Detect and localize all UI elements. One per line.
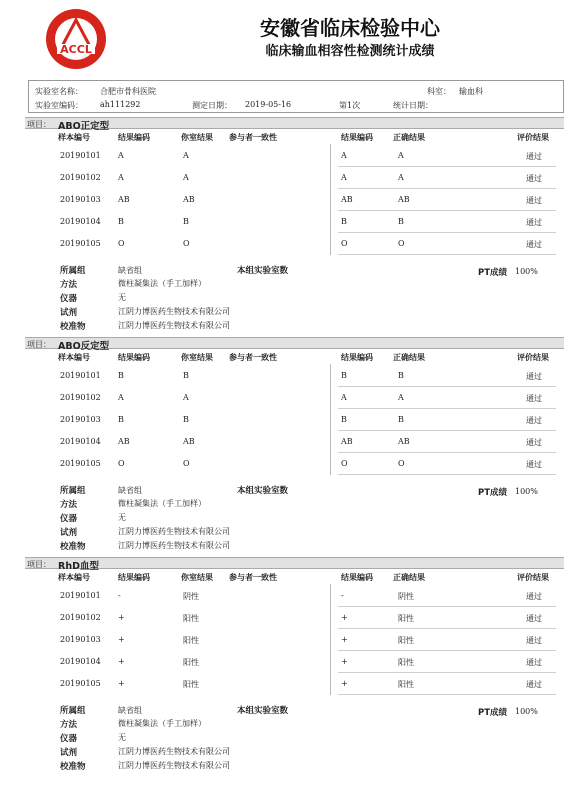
section-header bbox=[25, 557, 564, 572]
cell-result-code-2: B bbox=[341, 217, 347, 226]
method-value: 微柱凝集法（手工加样） bbox=[118, 279, 206, 288]
section-name: RhD血型 bbox=[58, 561, 99, 572]
stat-date-label: 统计日期： bbox=[393, 101, 433, 110]
table-row bbox=[25, 607, 564, 629]
cell-correct-result: A bbox=[398, 393, 404, 402]
table-row bbox=[25, 387, 564, 409]
cell-correct-result: O bbox=[398, 459, 405, 468]
cell-evaluation: 通过 bbox=[526, 680, 542, 689]
cell-sample-no: 20190105 bbox=[60, 459, 101, 468]
cell-evaluation: 通过 bbox=[526, 196, 542, 205]
col-header-consistency: 参与者一致性 bbox=[229, 133, 277, 142]
lab-code-label: 实验室编码： bbox=[35, 101, 83, 110]
col-header-evaluation: 评价结果 bbox=[517, 133, 549, 142]
col-header-result-code: 结果编码 bbox=[118, 133, 150, 142]
cell-result-code-2: - bbox=[341, 591, 344, 600]
pt-score-label: PT成绩 bbox=[478, 268, 508, 278]
group-value: 缺省组 bbox=[118, 486, 142, 495]
cell-correct-result: O bbox=[398, 239, 405, 248]
cell-result-code: - bbox=[118, 591, 121, 600]
col-header-sample-no: 样本编号 bbox=[58, 573, 90, 582]
group-value: 缺省组 bbox=[118, 706, 142, 715]
cell-correct-result: 阳性 bbox=[398, 614, 414, 623]
calibrator-value: 江阴力博医药生物技术有限公司 bbox=[118, 321, 230, 330]
method-label: 方法 bbox=[60, 500, 78, 510]
col-header-sample-no: 样本编号 bbox=[58, 133, 90, 142]
cell-your-result: A bbox=[183, 173, 189, 182]
cell-evaluation: 通过 bbox=[526, 394, 542, 403]
table-row bbox=[25, 629, 564, 651]
cell-sample-no: 20190101 bbox=[60, 591, 101, 600]
pt-score-label: PT成绩 bbox=[478, 488, 508, 498]
reagent-value: 江阴力博医药生物技术有限公司 bbox=[118, 307, 230, 316]
calibrator-value: 江阴力博医药生物技术有限公司 bbox=[118, 761, 230, 770]
cell-sample-no: 20190102 bbox=[60, 173, 101, 182]
pt-score-value: 100% bbox=[515, 267, 538, 276]
reagent-value: 江阴力博医药生物技术有限公司 bbox=[118, 527, 230, 536]
cell-result-code-2: AB bbox=[341, 437, 353, 446]
dept-label: 科室： bbox=[427, 87, 451, 96]
calibrator-label: 校准物 bbox=[60, 542, 86, 552]
cell-your-result: 阴性 bbox=[183, 592, 199, 601]
cell-result-code: A bbox=[118, 151, 124, 160]
cell-your-result: A bbox=[183, 393, 189, 402]
cell-result-code-2: O bbox=[341, 239, 348, 248]
instrument-value: 无 bbox=[118, 293, 126, 302]
page-title: 安徽省临床检验中心 bbox=[260, 16, 440, 40]
cell-sample-no: 20190101 bbox=[60, 151, 101, 160]
cell-result-code: B bbox=[118, 217, 124, 226]
col-header-result-code2: 结果编码 bbox=[341, 353, 373, 362]
table-row bbox=[25, 673, 564, 695]
section-prefix: 项目： bbox=[27, 340, 51, 349]
cell-your-result: 阳性 bbox=[183, 636, 199, 645]
pt-score-label: PT成绩 bbox=[478, 708, 508, 718]
section-2 bbox=[25, 337, 564, 552]
instrument-value: 无 bbox=[118, 513, 126, 522]
cell-result-code: AB bbox=[118, 437, 130, 446]
cell-evaluation: 通过 bbox=[526, 372, 542, 381]
col-header-your-result: 你室结果 bbox=[181, 133, 213, 142]
lab-info-box bbox=[28, 80, 564, 113]
cell-your-result: B bbox=[183, 371, 189, 380]
table-row bbox=[25, 409, 564, 431]
group-label: 所属组 bbox=[60, 266, 86, 276]
test-date: 2019-05-16 bbox=[245, 100, 292, 109]
instrument-value: 无 bbox=[118, 733, 126, 742]
cell-evaluation: 通过 bbox=[526, 592, 542, 601]
group-value: 缺省组 bbox=[118, 266, 142, 275]
lab-count-label: 本组实验室数 bbox=[237, 486, 289, 496]
cell-sample-no: 20190105 bbox=[60, 679, 101, 688]
cell-evaluation: 通过 bbox=[526, 240, 542, 249]
cell-evaluation: 通过 bbox=[526, 438, 542, 447]
page-subtitle: 临床输血相容性检测统计成绩 bbox=[265, 44, 435, 59]
pt-score-value: 100% bbox=[515, 707, 538, 716]
row-divider bbox=[338, 694, 556, 695]
table-row bbox=[25, 431, 564, 453]
cell-correct-result: 阳性 bbox=[398, 636, 414, 645]
cell-correct-result: AB bbox=[398, 437, 410, 446]
cell-your-result: O bbox=[183, 459, 190, 468]
cell-result-code: + bbox=[118, 657, 125, 666]
table-row bbox=[25, 585, 564, 607]
cell-sample-no: 20190102 bbox=[60, 393, 101, 402]
cell-evaluation: 通过 bbox=[526, 152, 542, 161]
cell-sample-no: 20190104 bbox=[60, 437, 101, 446]
section-header bbox=[25, 337, 564, 352]
row-divider bbox=[338, 254, 556, 255]
cell-result-code-2: B bbox=[341, 371, 347, 380]
cell-sample-no: 20190103 bbox=[60, 195, 101, 204]
table-row bbox=[25, 189, 564, 211]
cell-your-result: O bbox=[183, 239, 190, 248]
reagent-label: 试剂 bbox=[60, 308, 78, 318]
method-value: 微柱凝集法（手工加样） bbox=[118, 719, 206, 728]
row-divider bbox=[338, 474, 556, 475]
table-row bbox=[25, 145, 564, 167]
cell-your-result: AB bbox=[183, 437, 195, 446]
section-prefix: 项目： bbox=[27, 560, 51, 569]
cell-evaluation: 通过 bbox=[526, 658, 542, 667]
svg-text:ACCL: ACCL bbox=[60, 43, 92, 56]
group-label: 所属组 bbox=[60, 486, 86, 496]
cell-result-code-2: A bbox=[341, 393, 347, 402]
reagent-label: 试剂 bbox=[60, 748, 78, 758]
section-1 bbox=[25, 117, 564, 332]
section-prefix: 项目： bbox=[27, 120, 51, 129]
cell-evaluation: 通过 bbox=[526, 614, 542, 623]
pt-score-value: 100% bbox=[515, 487, 538, 496]
method-label: 方法 bbox=[60, 280, 78, 290]
cell-sample-no: 20190104 bbox=[60, 217, 101, 226]
calibrator-value: 江阴力博医药生物技术有限公司 bbox=[118, 541, 230, 550]
col-header-sample-no: 样本编号 bbox=[58, 353, 90, 362]
cell-result-code-2: + bbox=[341, 635, 348, 644]
cell-evaluation: 通过 bbox=[526, 460, 542, 469]
cell-correct-result: B bbox=[398, 217, 404, 226]
round: 第1次 bbox=[339, 101, 361, 110]
lab-code: ah111292 bbox=[100, 100, 141, 109]
cell-evaluation: 通过 bbox=[526, 416, 542, 425]
cell-correct-result: 阴性 bbox=[398, 592, 414, 601]
cell-result-code: AB bbox=[118, 195, 130, 204]
col-header-correct-result: 正确结果 bbox=[393, 573, 425, 582]
section-3 bbox=[25, 557, 564, 772]
cell-result-code: + bbox=[118, 613, 125, 622]
instrument-label: 仪器 bbox=[60, 294, 78, 304]
calibrator-label: 校准物 bbox=[60, 762, 86, 772]
cell-correct-result: A bbox=[398, 173, 404, 182]
col-header-result-code: 结果编码 bbox=[118, 573, 150, 582]
cell-your-result: B bbox=[183, 415, 189, 424]
cell-your-result: 阳性 bbox=[183, 680, 199, 689]
section-header bbox=[25, 117, 564, 132]
table-row bbox=[25, 651, 564, 673]
cell-your-result: B bbox=[183, 217, 189, 226]
lab-name-label: 实验室名称： bbox=[35, 87, 83, 96]
cell-sample-no: 20190101 bbox=[60, 371, 101, 380]
cell-result-code: B bbox=[118, 415, 124, 424]
cell-result-code-2: + bbox=[341, 613, 348, 622]
cell-evaluation: 通过 bbox=[526, 218, 542, 227]
group-label: 所属组 bbox=[60, 706, 86, 716]
instrument-label: 仪器 bbox=[60, 514, 78, 524]
col-header-your-result: 你室结果 bbox=[181, 353, 213, 362]
col-header-consistency: 参与者一致性 bbox=[229, 353, 277, 362]
col-header-correct-result: 正确结果 bbox=[393, 353, 425, 362]
cell-correct-result: B bbox=[398, 371, 404, 380]
test-date-label: 测定日期： bbox=[192, 101, 232, 110]
lab-name: 合肥市骨科医院 bbox=[100, 87, 156, 96]
table-row bbox=[25, 233, 564, 255]
table-row bbox=[25, 211, 564, 233]
instrument-label: 仪器 bbox=[60, 734, 78, 744]
cell-evaluation: 通过 bbox=[526, 174, 542, 183]
section-name: ABO正定型 bbox=[58, 121, 110, 132]
cell-your-result: AB bbox=[183, 195, 195, 204]
cell-correct-result: B bbox=[398, 415, 404, 424]
col-header-result-code2: 结果编码 bbox=[341, 133, 373, 142]
cell-sample-no: 20190104 bbox=[60, 657, 101, 666]
cell-sample-no: 20190102 bbox=[60, 613, 101, 622]
cell-your-result: 阳性 bbox=[183, 614, 199, 623]
cell-sample-no: 20190103 bbox=[60, 635, 101, 644]
cell-result-code: + bbox=[118, 635, 125, 644]
cell-correct-result: 阳性 bbox=[398, 658, 414, 667]
col-header-result-code: 结果编码 bbox=[118, 353, 150, 362]
cell-result-code-2: O bbox=[341, 459, 348, 468]
cell-result-code-2: AB bbox=[341, 195, 353, 204]
col-header-result-code2: 结果编码 bbox=[341, 573, 373, 582]
col-header-your-result: 你室结果 bbox=[181, 573, 213, 582]
method-value: 微柱凝集法（手工加样） bbox=[118, 499, 206, 508]
cell-result-code-2: + bbox=[341, 657, 348, 666]
cell-result-code-2: A bbox=[341, 151, 347, 160]
calibrator-label: 校准物 bbox=[60, 322, 86, 332]
cell-sample-no: 20190105 bbox=[60, 239, 101, 248]
col-header-consistency: 参与者一致性 bbox=[229, 573, 277, 582]
cell-result-code: A bbox=[118, 173, 124, 182]
reagent-label: 试剂 bbox=[60, 528, 78, 538]
cell-result-code: O bbox=[118, 239, 125, 248]
cell-correct-result: AB bbox=[398, 195, 410, 204]
section-name: ABO反定型 bbox=[58, 341, 110, 352]
cell-evaluation: 通过 bbox=[526, 636, 542, 645]
table-row bbox=[25, 453, 564, 475]
cell-correct-result: 阳性 bbox=[398, 680, 414, 689]
cell-correct-result: A bbox=[398, 151, 404, 160]
cell-sample-no: 20190103 bbox=[60, 415, 101, 424]
method-label: 方法 bbox=[60, 720, 78, 730]
lab-count-label: 本组实验室数 bbox=[237, 706, 289, 716]
table-row bbox=[25, 365, 564, 387]
lab-count-label: 本组实验室数 bbox=[237, 266, 289, 276]
cell-result-code-2: + bbox=[341, 679, 348, 688]
cell-result-code: O bbox=[118, 459, 125, 468]
table-row bbox=[25, 167, 564, 189]
cell-result-code-2: A bbox=[341, 173, 347, 182]
reagent-value: 江阴力博医药生物技术有限公司 bbox=[118, 747, 230, 756]
dept: 输血科 bbox=[459, 87, 483, 96]
col-header-evaluation: 评价结果 bbox=[517, 353, 549, 362]
cell-your-result: A bbox=[183, 151, 189, 160]
cell-result-code-2: B bbox=[341, 415, 347, 424]
cell-result-code: A bbox=[118, 393, 124, 402]
accl-logo bbox=[45, 8, 107, 70]
col-header-correct-result: 正确结果 bbox=[393, 133, 425, 142]
cell-result-code: B bbox=[118, 371, 124, 380]
cell-your-result: 阳性 bbox=[183, 658, 199, 667]
col-header-evaluation: 评价结果 bbox=[517, 573, 549, 582]
cell-result-code: + bbox=[118, 679, 125, 688]
